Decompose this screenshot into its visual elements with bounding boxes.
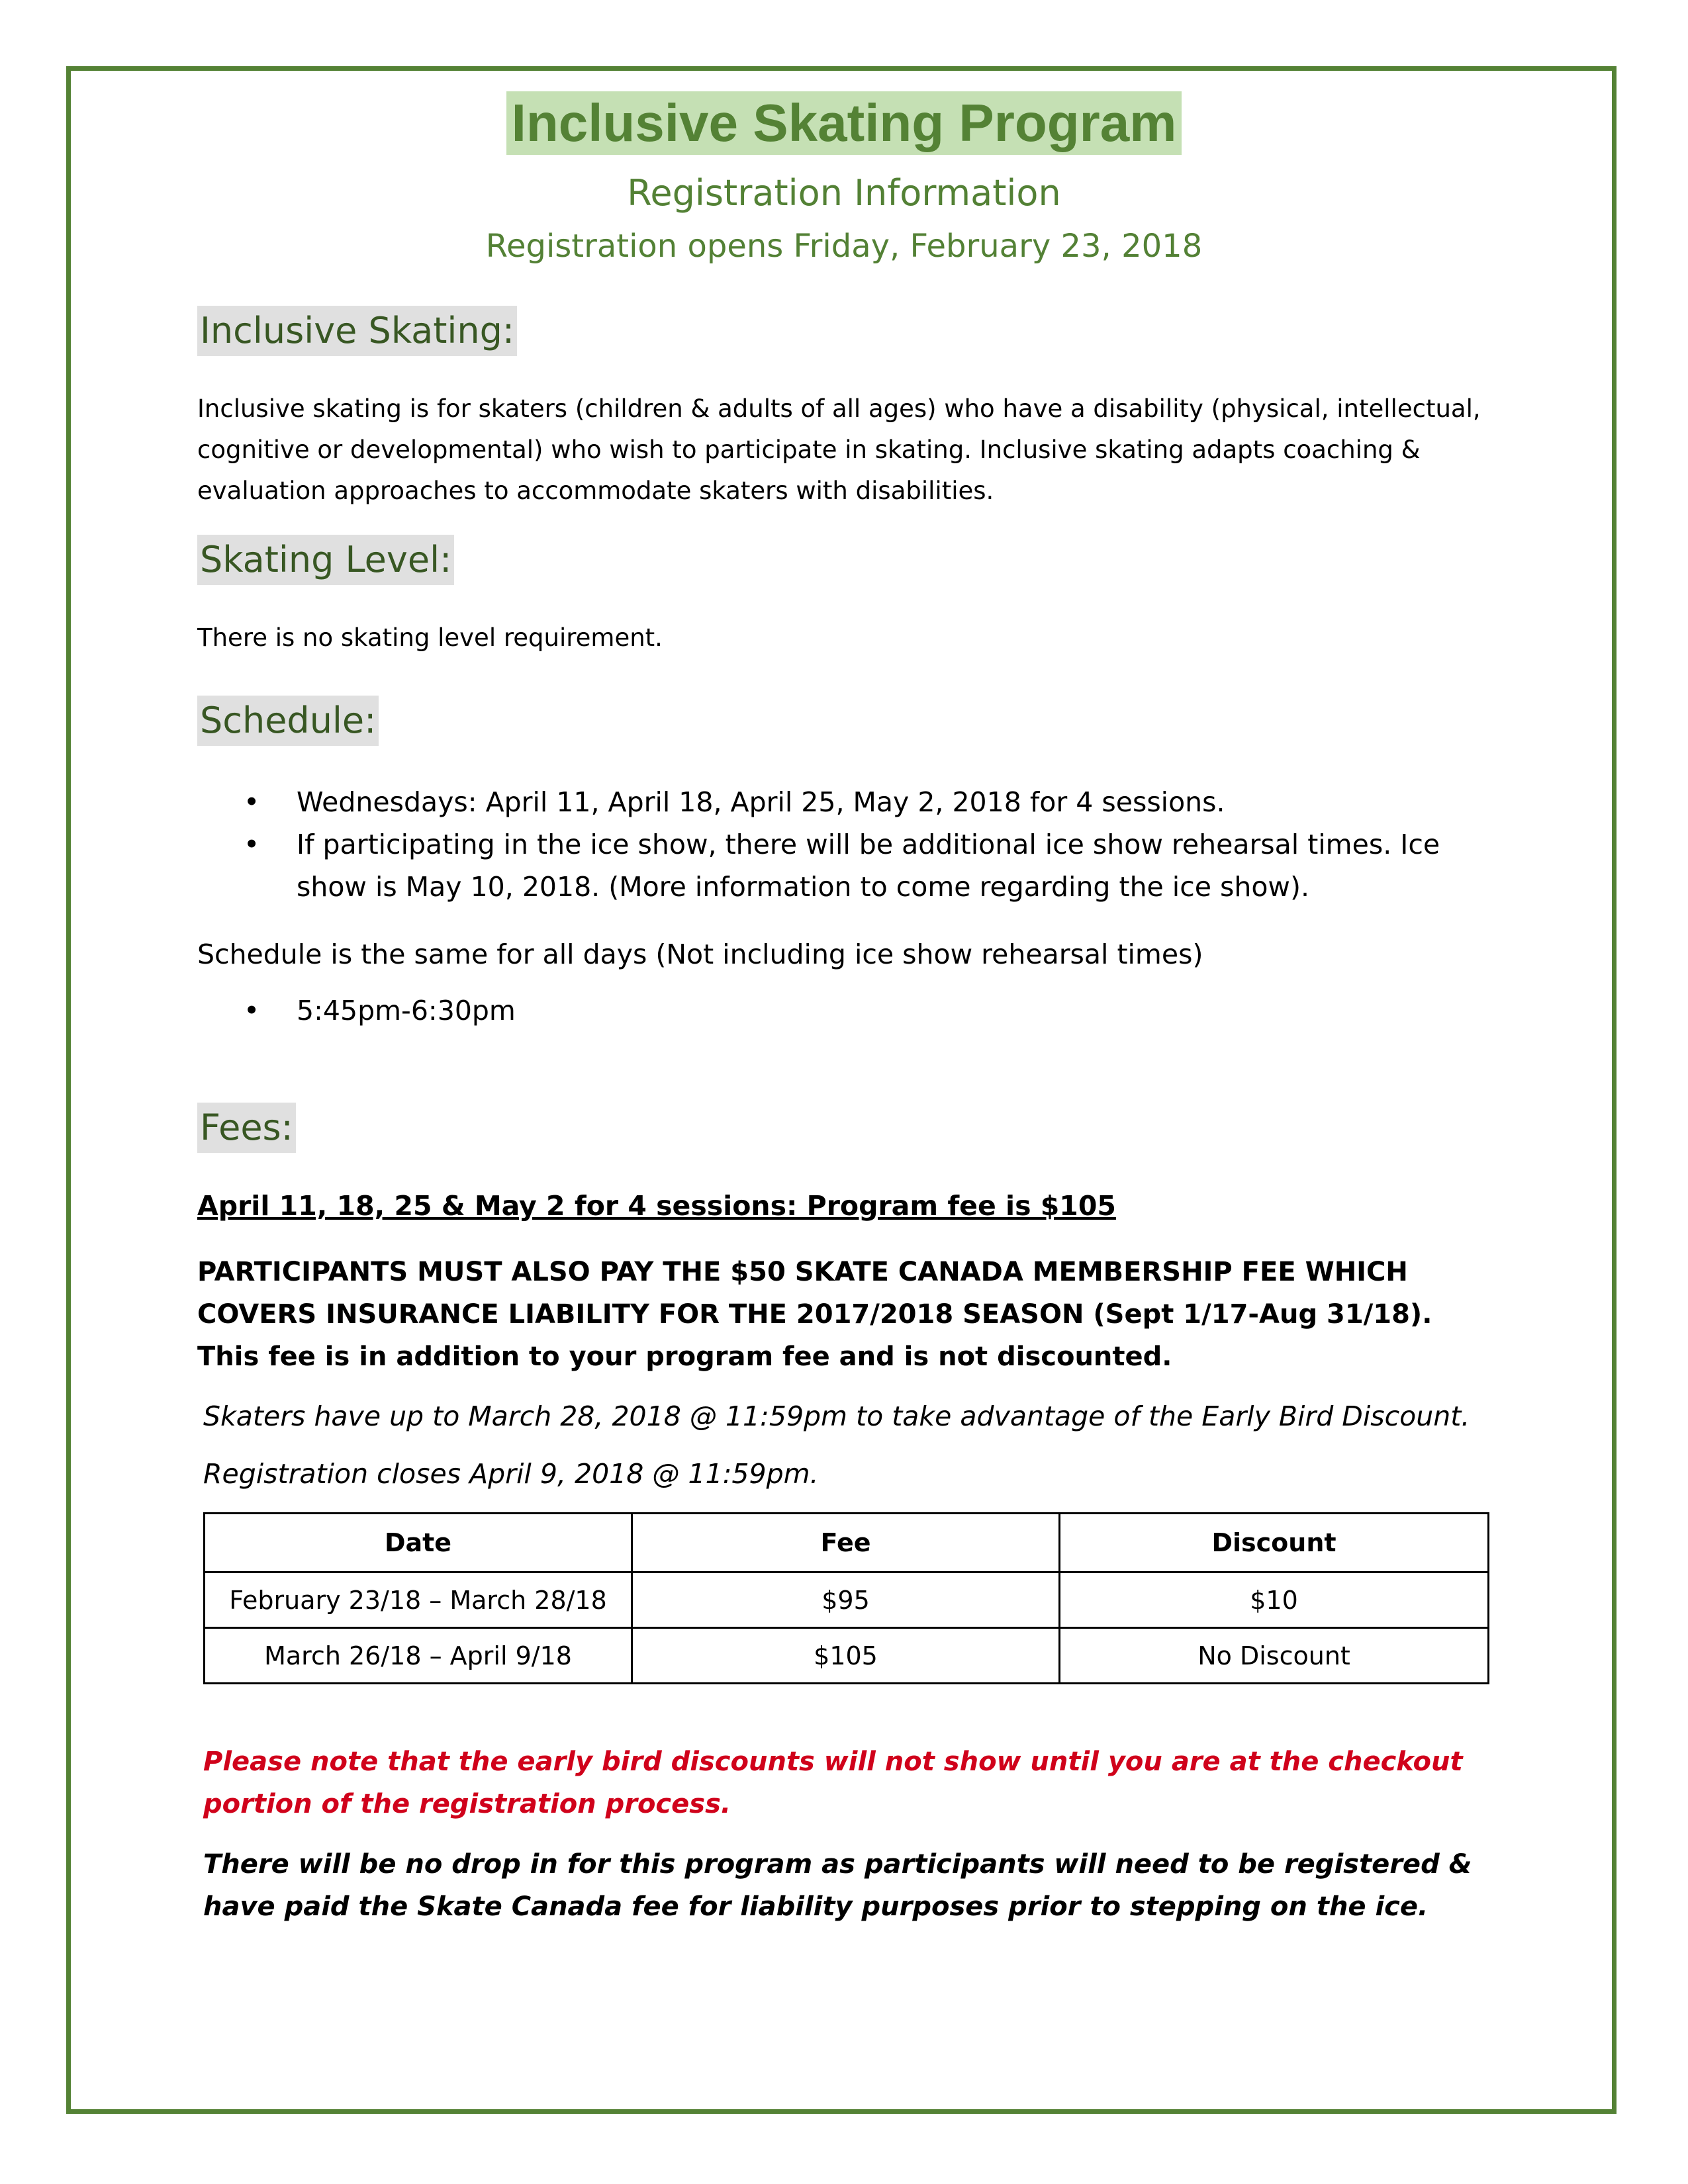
table-cell: No Discount <box>1060 1628 1489 1684</box>
table-cell: February 23/18 – March 28/18 <box>205 1572 632 1628</box>
registration-opens: Registration opens Friday, February 23, 2018 <box>485 228 1203 265</box>
table-header-row <box>205 1514 1489 1572</box>
registration-closes: Registration closes April 9, 2018 @ 11:59pm. <box>203 1458 819 1490</box>
inclusive-description: Inclusive skating is for skaters (children & adults of all ages) who have a disability (physical, intellectual, cognitive or developmental) who wish to participate in skating. Inclusive skating adapts coaching & evaluation approaches to accommodate skaters with disabilities. <box>197 394 1481 505</box>
schedule-list <box>197 781 1455 908</box>
table-cell: March 26/18 – April 9/18 <box>205 1628 632 1684</box>
table-row <box>205 1572 1489 1628</box>
heading-schedule: Schedule: <box>197 696 379 746</box>
no-drop-in-note: There will be no drop in for this program as participants will need to be registered & have paid the Skate Canada fee for liability purposes prior to stepping on the ice. <box>203 1849 1472 1922</box>
heading-fees: Fees: <box>197 1103 296 1153</box>
table-cell: $10 <box>1060 1572 1489 1628</box>
column-header-discount: Discount <box>1060 1514 1489 1572</box>
early-bird-checkout-note: Please note that the early bird discounts will not show until you are at the checkout portion of the registration process. <box>203 1747 1463 1819</box>
skating-level-text: There is no skating level requirement. <box>197 623 663 652</box>
membership-fee-notice: PARTICIPANTS MUST ALSO PAY THE $50 SKATE CANADA MEMBERSHIP FEE WHICH COVERS INSURANCE LIABILITY FOR THE 2017/2018 SEASON (Sept 1/17-Aug 31/18). This fee is in addition to your program fee and is not discounted. <box>197 1257 1432 1372</box>
column-header-date: Date <box>205 1514 632 1572</box>
fee-table <box>203 1512 1489 1684</box>
table-cell: $95 <box>632 1572 1060 1628</box>
list-item: • 5:45pm-6:30pm <box>197 989 1455 1032</box>
list-item: • Wednesdays: April 11, April 18, April 25, May 2, 2018 for 4 sessions. <box>197 781 1455 823</box>
heading-skating-level: Skating Level: <box>197 535 454 585</box>
subtitle: Registration Information <box>627 172 1061 214</box>
schedule-note: Schedule is the same for all days (Not including ice show rehearsal times) <box>197 938 1203 970</box>
schedule-time-list <box>197 989 1455 1032</box>
page-title <box>0 91 1688 155</box>
column-header-fee: Fee <box>632 1514 1060 1572</box>
early-bird-text: Skaters have up to March 28, 2018 @ 11:59pm to take advantage of the Early Bird Discount. <box>203 1400 1470 1432</box>
heading-inclusive-skating: Inclusive Skating: <box>197 306 517 356</box>
page-title-text: Inclusive Skating Program <box>506 91 1182 155</box>
table-row <box>205 1628 1489 1684</box>
table-cell: $105 <box>632 1628 1060 1684</box>
program-fee: April 11, 18, 25 & May 2 for 4 sessions: Program fee is $105 <box>197 1190 1116 1222</box>
list-item: • If participating in the ice show, there will be additional ice show rehearsal times. Ice show is May 10, 2018. (More information to come regarding the ice show). <box>197 823 1455 908</box>
